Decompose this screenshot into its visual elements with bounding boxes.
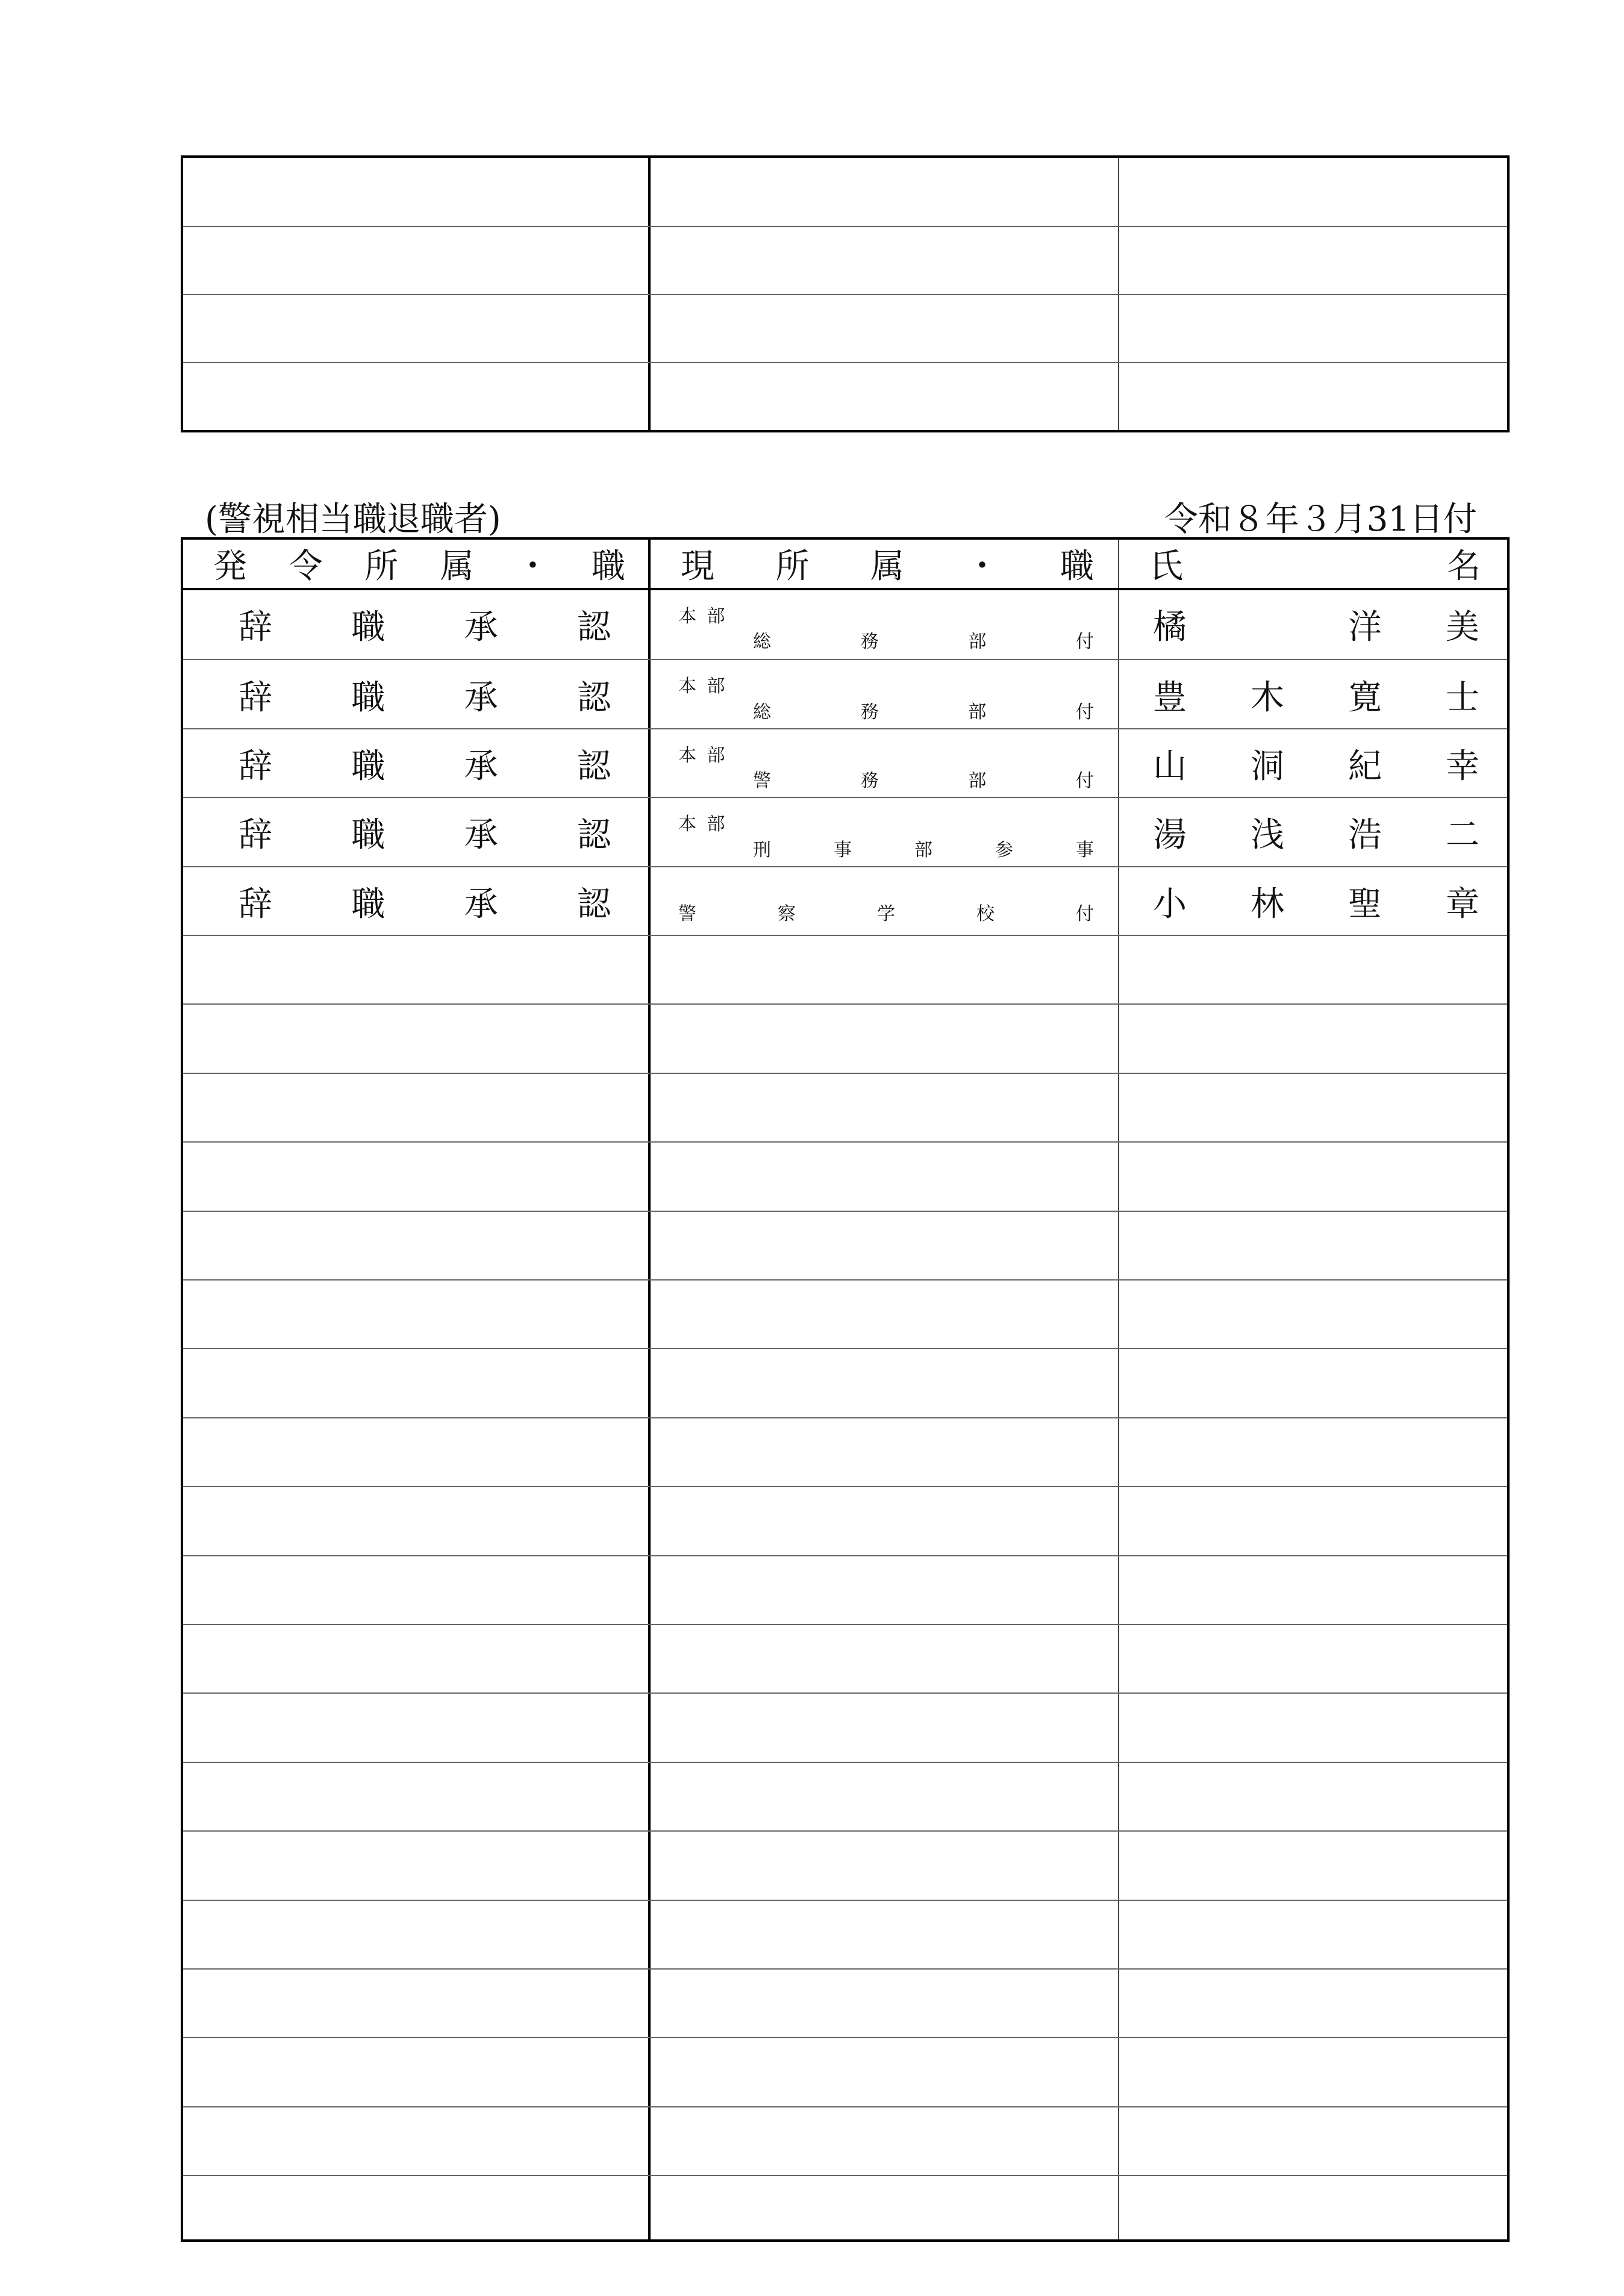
dept-char: 部	[968, 701, 987, 723]
name-char: 林	[1251, 884, 1284, 924]
table-header-row	[183, 540, 1507, 590]
name-char: 聖	[1348, 884, 1382, 924]
top-continuation-table	[181, 155, 1510, 432]
action-char: 認	[576, 678, 611, 717]
dept-char: 事	[834, 839, 852, 861]
header-issuing-office	[183, 540, 649, 588]
action-char: 辞	[239, 884, 272, 924]
dept-char: 付	[1075, 770, 1094, 792]
header-current-office	[651, 540, 1118, 588]
name-cell	[1119, 729, 1510, 798]
name-char: 小	[1153, 884, 1187, 924]
name-char: 二	[1446, 816, 1479, 855]
office-cell	[651, 660, 1118, 729]
dept-char: 刑	[753, 839, 771, 861]
table-row	[183, 362, 1507, 431]
dept-char: 付	[1076, 903, 1094, 925]
action-char: 辞	[239, 678, 272, 717]
table-row	[183, 1624, 1507, 1694]
office-dept	[753, 626, 1094, 653]
name-char: 洞	[1251, 746, 1284, 786]
office-cell	[651, 729, 1118, 798]
action-char: 承	[464, 608, 498, 647]
table-row	[183, 1830, 1507, 1900]
header-char: 所	[364, 547, 399, 586]
name-char: 豊	[1153, 678, 1187, 717]
table-row	[183, 2037, 1507, 2107]
name-char: 幸	[1446, 746, 1479, 786]
dept-char: 部	[914, 839, 932, 861]
table-row	[183, 866, 1507, 936]
action-char: 認	[576, 816, 611, 855]
action-char: 職	[351, 746, 386, 786]
action-char: 承	[464, 884, 498, 924]
office-cell	[651, 798, 1118, 867]
table-row	[183, 1211, 1507, 1281]
action-char: 承	[464, 678, 498, 717]
header-char: 属	[870, 547, 904, 586]
table-row	[183, 2106, 1507, 2176]
table-row	[183, 1968, 1507, 2038]
dept-char: 付	[1075, 701, 1094, 723]
name-char: 湯	[1153, 816, 1187, 855]
name-char: 橘	[1153, 608, 1187, 647]
name-cell	[1119, 660, 1510, 729]
table-row	[183, 728, 1507, 798]
table-row	[183, 1900, 1507, 1970]
action-char: 承	[464, 746, 498, 786]
section-caption: (警視相当職退職者)	[205, 500, 501, 539]
table-row	[183, 1417, 1507, 1487]
action-char: 辞	[239, 608, 272, 647]
dept-char: 務	[860, 631, 879, 653]
action-cell	[183, 867, 649, 936]
header-char: 発	[213, 547, 247, 586]
action-char: 辞	[239, 746, 272, 786]
office-hq: 本 部	[678, 814, 728, 835]
dept-char: 警	[753, 770, 771, 792]
header-char: 所	[775, 547, 810, 586]
name-char: 山	[1153, 746, 1187, 786]
office-dept	[678, 899, 1094, 925]
office-dept	[753, 697, 1094, 723]
action-char: 辞	[239, 816, 272, 855]
header-name	[1119, 540, 1510, 588]
name-cell	[1119, 798, 1510, 867]
table-row	[183, 590, 1507, 659]
name-char: 浅	[1251, 816, 1284, 855]
action-char: 認	[576, 608, 611, 647]
name-char: 浩	[1348, 816, 1382, 855]
action-char: 認	[576, 884, 611, 924]
name-char: 章	[1446, 884, 1479, 924]
header-char: 氏	[1149, 547, 1183, 586]
dept-char: 務	[860, 701, 879, 723]
dept-char: 参	[995, 839, 1013, 861]
table-row	[183, 659, 1507, 729]
dept-char: 部	[968, 770, 987, 792]
name-cell	[1119, 590, 1510, 659]
table-row	[183, 1141, 1507, 1211]
name-char: 士	[1446, 678, 1479, 717]
table-row	[183, 1555, 1507, 1625]
office-cell	[651, 590, 1118, 659]
action-char: 職	[351, 816, 386, 855]
office-dept	[753, 766, 1094, 792]
table-row	[183, 294, 1507, 363]
action-char: 職	[351, 884, 386, 924]
table-row	[183, 797, 1507, 867]
table-row	[183, 1486, 1507, 1556]
header-char: ・	[965, 547, 999, 586]
header-char: 属	[440, 547, 474, 586]
dept-char: 警	[678, 903, 696, 925]
office-hq: 本 部	[678, 744, 728, 766]
dept-char: 部	[968, 631, 987, 653]
issue-date: 令和８年３月31日付	[1164, 500, 1477, 539]
header-char: ・	[516, 547, 550, 586]
name-char: 美	[1446, 608, 1479, 647]
header-char: 名	[1447, 547, 1481, 586]
name-char: 寛	[1348, 678, 1382, 717]
table-row	[183, 1279, 1507, 1349]
dept-char: 察	[778, 903, 796, 925]
header-char: 現	[681, 547, 714, 586]
header-char: 職	[591, 547, 625, 586]
header-char: 職	[1060, 547, 1094, 586]
table-row	[183, 158, 1507, 226]
table-row	[183, 1762, 1507, 1832]
action-char: 職	[351, 608, 386, 647]
office-dept	[753, 835, 1094, 861]
action-cell	[183, 729, 649, 798]
office-cell	[651, 867, 1118, 936]
name-cell	[1119, 867, 1510, 936]
office-hq: 本 部	[678, 676, 728, 697]
table-row	[183, 226, 1507, 295]
action-cell	[183, 590, 649, 659]
action-char: 職	[351, 678, 386, 717]
table-row	[183, 935, 1507, 1005]
table-row	[183, 1003, 1507, 1073]
action-char: 認	[576, 746, 611, 786]
name-char: 洋	[1348, 608, 1382, 647]
dept-char: 事	[1076, 839, 1094, 861]
action-cell	[183, 798, 649, 867]
office-hq: 本 部	[678, 606, 728, 627]
dept-char: 校	[976, 903, 995, 925]
header-char: 令	[289, 547, 323, 586]
table-row	[183, 2175, 1507, 2245]
dept-char: 総	[753, 631, 771, 653]
dept-char: 務	[860, 770, 879, 792]
dept-char: 学	[877, 903, 895, 925]
table-row	[183, 1348, 1507, 1418]
table-row	[183, 1073, 1507, 1143]
dept-char: 総	[753, 701, 771, 723]
action-cell	[183, 660, 649, 729]
action-char: 承	[464, 816, 498, 855]
dept-char: 付	[1075, 631, 1094, 653]
table-row	[183, 1692, 1507, 1762]
name-char: 木	[1251, 678, 1284, 717]
retirement-table	[181, 537, 1510, 2242]
name-char: 紀	[1348, 746, 1382, 786]
